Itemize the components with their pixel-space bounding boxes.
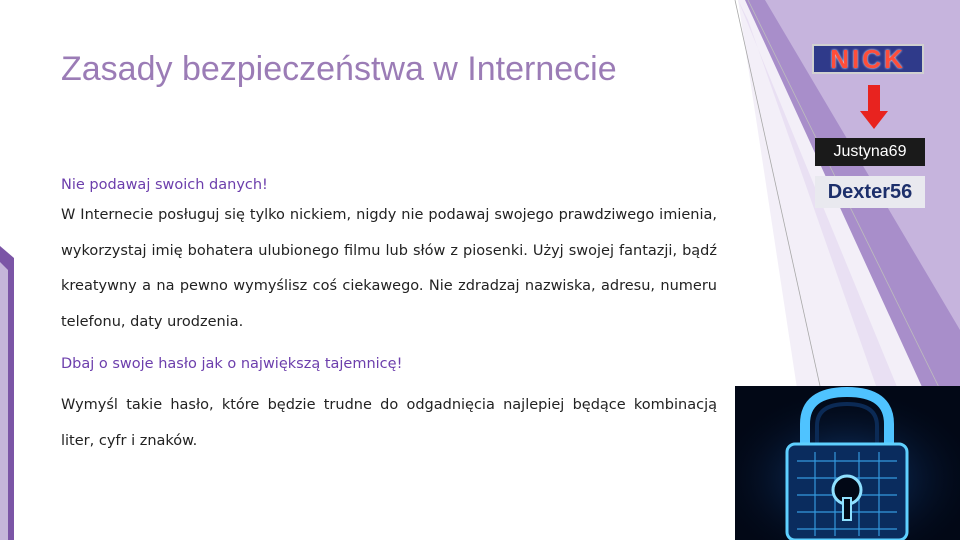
paragraph-password — [61, 388, 717, 459]
nickname-example-2: Dexter56 — [815, 176, 925, 208]
heading-password: Dbaj o swoje hasło jak o największą tajemnicę! — [61, 356, 403, 372]
paragraph-nickname — [61, 198, 717, 340]
paragraph-nickname-text: W Internecie posługuj się tylko nickiem, nigdy nie podawaj swojego prawdziwego imienia, wykorzystaj imię bohatera ulubionego filmu lub słów z piosenki. Użyj swojej fantazji, bądź kreatywny a na pewno wymyślisz coś ciekawego. Nie zdradzaj nazwiska, adresu, numeru telefonu, daty urodzenia. — [61, 207, 717, 330]
nick-logo: NICK — [812, 44, 924, 74]
nickname-example-1: Justyna69 — [815, 138, 925, 166]
padlock-icon — [735, 386, 960, 540]
paragraph-password-text: Wymyśl takie hasło, które będzie trudne do odgadnięcia najlepiej będące kombinacją liter, cyfr i znaków. — [61, 397, 717, 449]
down-arrow-icon — [860, 83, 888, 131]
slide-title: Zasady bezpieczeństwa w Internecie — [61, 50, 617, 88]
heading-personal-data: Nie podawaj swoich danych! — [61, 177, 268, 193]
padlock-image — [735, 386, 960, 540]
